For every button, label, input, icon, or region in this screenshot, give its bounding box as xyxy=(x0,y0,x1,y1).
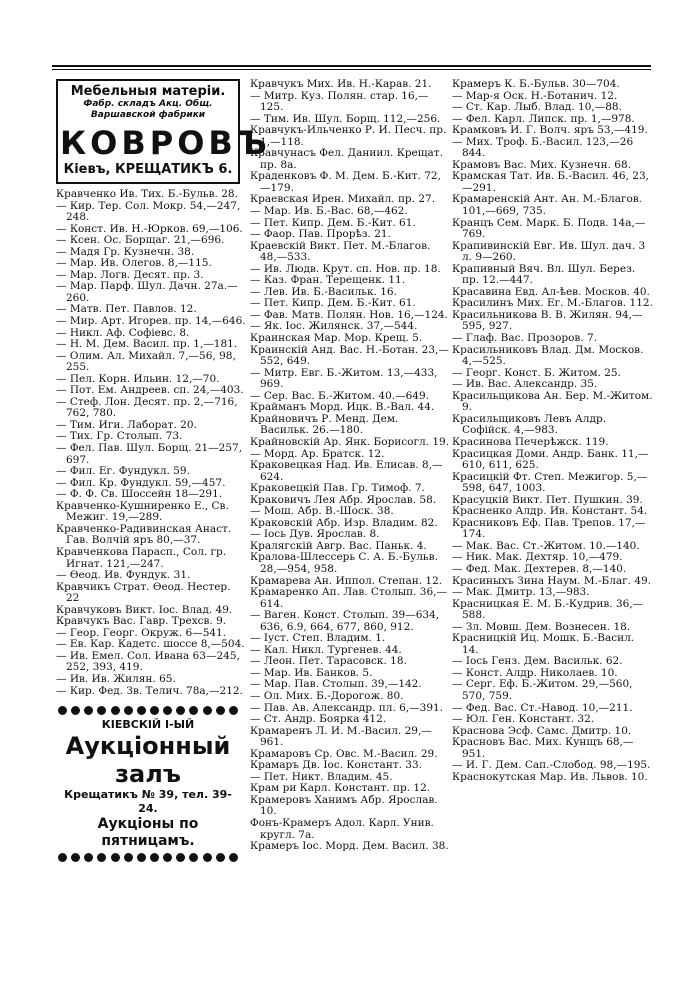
directory-entry: — Өеод. Ив. Фундук. 31. xyxy=(56,569,191,582)
top-rule xyxy=(52,65,651,67)
directory-entry: Краснова Эсф. Самс. Дмитр. 10. xyxy=(452,724,632,737)
auction-address: Крещатикъ № 39, тел. 39-24. xyxy=(64,788,232,816)
auction-advertisement xyxy=(56,705,240,863)
directory-entry: — Мак. Вас. Ст.-Житом. 10.—140. xyxy=(452,539,640,552)
directory-entry: Краснокутская Мар. Ив. Львов. 10. xyxy=(452,770,648,783)
directory-entry: Красницкій Иц. Мошк. Б.-Васил. 14. xyxy=(452,632,635,656)
ornament-dot xyxy=(84,853,93,862)
directory-entry: Красниковъ Еф. Пав. Трепов. 17,—174. xyxy=(452,516,646,541)
directory-entry: — Мар-я Оск. Н.-Ботанич. 12. xyxy=(452,89,618,102)
directory-entry: Крамеровъ Ханимъ Абр. Ярослав. 10. xyxy=(250,793,438,818)
ornament-dot xyxy=(203,706,212,715)
directory-entry: — Мош. Абр. В.-Шоск. 38. xyxy=(250,505,394,518)
directory-entry: — Тим. Иги. Лаборат. 20. xyxy=(56,418,197,431)
directory-entry: — Ив. Вас. Александр. 35. xyxy=(452,378,598,391)
ad-address: Кіевъ, КРЕЩАТИКЪ 6. xyxy=(63,162,233,177)
directory-entry: — Фед. Вас. Ст.-Навод. 10,—211. xyxy=(452,701,633,714)
directory-entry: — Мар. Ив. Банков. 5. xyxy=(250,666,373,679)
dot-border-bottom xyxy=(56,852,240,863)
directory-entry: Кралова-Шлессерь С. А. Б.-Бульв. 28,—954, 958. xyxy=(250,551,438,575)
directory-entry: — Георг. Конст. Б. Житом. 25. xyxy=(452,366,621,379)
directory-entry: Красицкій Фт. Степ. Межигор. 5,—598, 647, 1003. xyxy=(452,470,648,495)
ornament-dot xyxy=(216,706,225,715)
directory-entry: — Мак. Дмитр. 13,—983. xyxy=(452,586,590,599)
carpet-advertisement xyxy=(56,79,271,184)
directory-entry: — Іось Дув. Ярослав. 8. xyxy=(250,528,380,541)
directory-entry: — Іось Генз. Дем. Васильк. 62. xyxy=(452,655,623,668)
ornament-dot xyxy=(84,706,93,715)
directory-entry: Крамаренскій Ант. Ан. М.-Благов. 101,—669, 735. xyxy=(452,193,643,218)
column-1 xyxy=(56,79,271,863)
directory-entry: — Н. М. Дем. Васил. пр. 1,—181. xyxy=(56,338,238,351)
ad-heading: Мебельныя матеріи. xyxy=(70,84,226,99)
directory-entry: Кравченко-Кушниренко Е., Св. Межиг. 19,—289. xyxy=(56,499,229,524)
ornament-dot xyxy=(150,853,159,862)
ad-company-name: КОВРОВЪ xyxy=(60,124,271,162)
directory-entry: Крамовъ Вас. Мих. Кузнечн. 68. xyxy=(452,158,631,171)
directory-entry: Красиныхъ Зина Наум. М.-Благ. 49. xyxy=(452,574,652,587)
directory-entry: — Ив. Людв. Крут. сп. Нов. пр. 18. xyxy=(250,262,441,275)
dot-border-top xyxy=(56,705,240,716)
directory-entry: — Пет. Кипр. Дем. Б.-Кит. 61. xyxy=(250,216,416,229)
directory-entry: Краевская Ирен. Михайл. пр. 27. xyxy=(250,193,436,206)
directory-entry: — Мар. Ив. Олегов. 8,—115. xyxy=(56,257,212,270)
directory-entry: Красильникова В. В. Жилян. 94,—595, 927. xyxy=(452,308,643,333)
directory-entry: — Кир. Тер. Сол. Мокр. 54,—247, 248. xyxy=(56,199,241,224)
ornament-dot xyxy=(58,853,67,862)
directory-entry: Крамаръ Дв. Іос. Констант. 33. xyxy=(250,759,422,772)
directory-entry: — Ол. Мих. Б.-Дорогож. 80. xyxy=(250,689,404,702)
directory-entry: — Лев. Ив. Б.-Васильк. 16. xyxy=(250,285,397,298)
ornament-dot xyxy=(137,706,146,715)
directory-entry: Красилинъ Мих. Ег. М.-Благов. 112. xyxy=(452,297,653,310)
directory-entry: — Глаф. Вас. Прозоров. 7. xyxy=(452,332,598,345)
directory-entry: Краковецкій Пав. Гр. Тимоф. 7. xyxy=(250,482,425,495)
directory-entry: — Морд. Ар. Братск. 12. xyxy=(250,447,385,460)
directory-entry: — Пет. Кипр. Дем. Б.-Кит. 61. xyxy=(250,297,416,310)
directory-entry: — Ев. Кар. Кадетс. шоссе 8,—504. xyxy=(56,638,245,651)
directory-entry: — Ник. Мак. Дехтяр. 10,—479. xyxy=(452,551,623,564)
directory-entry: — Ив. Ив. Жилян. 65. xyxy=(56,672,176,685)
directory-entry: Краинская Мар. Мор. Крещ. 5. xyxy=(250,332,423,345)
directory-entry: — Геор. Георг. Окруж. 6—541. xyxy=(56,626,227,639)
ornament-dot xyxy=(189,706,198,715)
ornament-dot xyxy=(203,853,212,862)
ornament-dot xyxy=(71,853,80,862)
entries-column-2 xyxy=(250,79,450,853)
ad-subheading: Фабр. складъ Акц. Общ. xyxy=(83,99,213,109)
directory-entry: Фонъ-Крамеръ Адол. Карл. Унив. кругл. 7а. xyxy=(250,817,434,841)
directory-entry: — Фед. Мак. Дехтерев. 8,—140. xyxy=(452,562,627,575)
ornament-dot xyxy=(111,706,120,715)
directory-entry: Красненко Алдр. Ив. Констант. 54. xyxy=(452,505,648,518)
directory-entry: Крайновскій Ар. Янк. Борисогл. 19. xyxy=(250,435,450,448)
directory-entry: — Фил. Ег. Фундукл. 59. xyxy=(56,465,190,478)
ornament-dot xyxy=(229,706,238,715)
directory-entry: Кравчукъ-Ильченко Р. И. Песч. пр. 1,—118. xyxy=(250,124,447,148)
directory-entry: Краденковъ Ф. М. Дем. Б.-Кит. 72,—179. xyxy=(250,170,441,194)
directory-entry: — Ваген. Конст. Столып. 39—634, 636, 6.9, 664, 677, 860, 912. xyxy=(250,609,440,633)
directory-entry: — Мар. Парф. Шул. Дачн. 27а.—260. xyxy=(56,280,238,304)
directory-entry: Красновъ Вас. Мих. Кунщъ 68,—951. xyxy=(452,736,634,760)
directory-entry: — Кир. Фед. Зв. Телич. 78а,—212. xyxy=(56,684,243,697)
auction-heading: КІЕВСКІЙ І-ЫЙ xyxy=(101,718,195,732)
directory-entry: Крапивинскій Евг. Ив. Шул. дач. 3 л. 9—260. xyxy=(452,239,646,264)
ornament-dot xyxy=(163,706,172,715)
directory-entry: — Як. Іос. Жилянск. 37,—544. xyxy=(250,320,418,333)
directory-entry: — Фав. Матв. Полян. Нов. 16,—124. xyxy=(250,308,448,321)
directory-entry: Кравченко-Радивинская Анаст. Гав. Волчій яръ 80,—37. xyxy=(56,522,232,547)
directory-entry: — Ксен. Ос. Борщаг. 21,—696. xyxy=(56,234,225,247)
directory-entry: Кравчукъ Мих. Ив. Н.-Карав. 21. xyxy=(250,78,432,90)
directory-entry: — Мир. Арт. Игорев. пр. 14,—646. xyxy=(56,315,246,328)
directory-entry: Кравченкова Парасп., Сол. гр. Игнат. 121,—247. xyxy=(56,545,227,570)
directory-entry: Краковскій Абр. Изр. Владим. 82. xyxy=(250,516,438,529)
directory-entry: Краинскій Анд. Вас. Н.-Ботан. 23,—552, 649. xyxy=(250,343,449,368)
directory-entry: — Юл. Ген. Констант. 32. xyxy=(452,713,595,726)
column-3 xyxy=(452,79,653,783)
directory-entry: — Ф. Ф. Св. Шоссейн 18—291. xyxy=(56,488,223,501)
directory-entry: Красицкая Доми. Андр. Банк. 11,—610, 611, 625. xyxy=(452,447,649,472)
directory-entry: Краевскій Викт. Пет. М.-Благов. 48,—533. xyxy=(250,239,431,264)
directory-entry: — Пот. Ем. Андреев. сп. 24,—403. xyxy=(56,384,244,397)
directory-entry: — Іуст. Степ. Владим. 1. xyxy=(250,632,386,645)
directory-entry: — Конст. Алдр. Николаев. 10. xyxy=(452,666,618,679)
ornament-dot xyxy=(176,706,185,715)
directory-entry: Красуцкій Викт. Пет. Пушкин. 39. xyxy=(452,493,643,506)
directory-entry: — Каз. Фран. Терещенк. 11. xyxy=(250,274,406,287)
column-2 xyxy=(250,79,450,853)
ornament-dot xyxy=(111,853,120,862)
ornament-dot xyxy=(71,706,80,715)
directory-entry: — Митр. Куз. Полян. стар. 16,—125. xyxy=(250,89,429,114)
directory-entry: — Мих. Троф. Б.-Васил. 123,—26 844. xyxy=(452,135,634,160)
directory-entry: Красавина Евд. Ал-ѣев. Москов. 40. xyxy=(452,285,650,298)
directory-entry: Крамковъ И. Г. Волч. яръ 53,—419. xyxy=(452,124,648,137)
directory-entry: — Олим. Ал. Михайл. 7,—56, 98, 255. xyxy=(56,349,236,374)
directory-entry: Кравчунасъ Фел. Даниил. Крещат. пр. 8а. xyxy=(250,147,443,171)
directory-entry: Крапивный Вяч. Вл. Шул. Берез. пр. 12.—447. xyxy=(452,262,636,287)
directory-entry: — Ст. Андр. Боярка 412. xyxy=(250,713,387,726)
directory-entry: Красильщикова Ан. Бер. М.-Житом. 9. xyxy=(452,389,653,414)
directory-entry: — Зл. Мовш. Дем. Вознесен. 18. xyxy=(452,620,631,633)
directory-entry: Красильниковъ Влад. Дм. Москов. 4,—525. xyxy=(452,343,644,368)
directory-entry: Красинова Печерѣжск. 119. xyxy=(452,435,609,448)
directory-entry: Крайманъ Морд. Ицк. В.-Вал. 44. xyxy=(250,401,435,414)
auction-title: Аукціонный залъ xyxy=(65,732,231,789)
directory-entry: — Матв. Пет. Павлов. 12. xyxy=(56,303,197,316)
directory-entry: — Стеф. Лон. Десят. пр. 2,—716, 762, 780. xyxy=(56,395,238,420)
directory-entry: — Митр. Евг. Б.-Житом. 13,—433, 969. xyxy=(250,366,438,391)
directory-entry: Крамеръ Іос. Морд. Дем. Васил. 38. xyxy=(250,840,449,853)
directory-entry: — Мадя Гр. Кузнечн. 38. xyxy=(56,245,195,258)
directory-entry: Крайновичъ Р. Менд. Дем. Васильк. 26.—180. xyxy=(250,412,399,437)
ornament-dot xyxy=(124,853,133,862)
directory-entry: Красницкая Е. М. Б.-Кудрив. 36,—588. xyxy=(452,597,644,622)
ornament-dot xyxy=(163,853,172,862)
directory-entry: Кравчукъ Вас. Гавр. Трехсв. 9. xyxy=(56,615,227,628)
ornament-dot xyxy=(229,853,238,862)
ornament-dot xyxy=(189,853,198,862)
directory-entry: Крамарева Ан. Иппол. Степан. 12. xyxy=(250,574,443,587)
directory-entry: — Сер. Вас. Б.-Житом. 40.—649. xyxy=(250,389,429,402)
directory-entry: — И. Г. Дем. Сап.-Слобод. 98,—195. xyxy=(452,759,651,772)
directory-entry: — Мар. Пав. Столып. 39,—142. xyxy=(250,678,422,691)
directory-entry: Кравченко Ив. Тих. Б.-Бульв. 28. xyxy=(56,188,238,200)
directory-entry: Крамаренъ Л. И. М.-Васил. 29,—961. xyxy=(250,724,432,749)
ornament-dot xyxy=(176,853,185,862)
directory-entry: — Ст. Кар. Лыб. Влад. 10,—88. xyxy=(452,101,622,114)
ornament-dot xyxy=(137,853,146,862)
directory-entry: — Мар. Ив. Б.-Вас. 68,—462. xyxy=(250,205,408,218)
directory-entry: — Ив. Емел. Сол. Ивана 63—245, 252, 393, 419. xyxy=(56,649,240,674)
directory-entry: — Пел. Корн. Ильин. 12,—70. xyxy=(56,372,220,385)
ad-subheading-2: Варшавской фабрики xyxy=(90,110,206,120)
directory-entry: — Леон. Пет. Тарасовск. 18. xyxy=(250,655,407,668)
directory-entry: Крамская Тат. Ив. Б.-Васил. 46, 23,—291. xyxy=(452,170,649,194)
directory-entry: Крамеръ К. Б.-Бульв. 30—704. xyxy=(452,78,620,90)
directory-entry: — Кал. Никл. Тургенев. 44. xyxy=(250,643,402,656)
ornament-dot xyxy=(97,853,106,862)
directory-entry: — Фил. Кр. Фундукл. 59,—457. xyxy=(56,476,226,489)
directory-entry: — Никл. Аф. Софіевс. 8. xyxy=(56,326,190,339)
directory-entry: — Тих. Гр. Столып. 73. xyxy=(56,430,183,443)
ornament-dot xyxy=(58,706,67,715)
directory-entry: Кравчуковъ Викт. Іос. Влад. 49. xyxy=(56,603,233,616)
ornament-dot xyxy=(97,706,106,715)
directory-entry: — Пет. Никт. Владим. 45. xyxy=(250,770,393,783)
directory-entry: — Тим. Ив. Шул. Борщ. 112,—256. xyxy=(250,112,441,125)
directory-entry: — Мар. Логв. Десят. пр. 3. xyxy=(56,268,204,281)
directory-entry: Краковичъ Лея Абр. Ярослав. 58. xyxy=(250,493,437,506)
ornament-dot xyxy=(216,853,225,862)
directory-entry: Крам ри Карл. Констант. пр. 12. xyxy=(250,782,431,795)
directory-entry: — Фел. Карл. Липск. пр. 1,—978. xyxy=(452,112,635,125)
directory-entry: — Конст. Ив. Н.-Юрков. 69,—106. xyxy=(56,222,243,235)
directory-entry: — Пав. Ав. Александр. пл. 6,—391. xyxy=(250,701,444,714)
ornament-dot xyxy=(124,706,133,715)
directory-entry: Краковецкая Над. Ив. Елисав. 8,—624. xyxy=(250,459,443,483)
entries-column-3 xyxy=(452,79,653,783)
directory-entry: — Серг. Еф. Б.-Житом. 29,—560, 570, 759. xyxy=(452,678,633,702)
entries-column-1 xyxy=(56,189,246,697)
auction-schedule: Аукціоны по пятницамъ. xyxy=(97,816,199,850)
top-rule-thin xyxy=(52,69,651,70)
directory-entry: Крамаренко Ап. Лав. Столып. 36,—614. xyxy=(250,586,447,610)
directory-entry: Крамаровъ Ср. Овс. М.-Васил. 29. xyxy=(250,747,438,760)
directory-entry: Кралягскій Авгр. Вас. Паньк. 4. xyxy=(250,539,427,552)
directory-entry: — Фел. Пав. Шул. Борщ. 21—257, 697. xyxy=(56,442,243,466)
directory-entry: Кранцъ Сем. Марк. Б. Подв. 14а,—769. xyxy=(452,216,646,241)
directory-entry: Красильщиковъ Левъ Алдр. Софійск. 4,—983. xyxy=(452,412,606,437)
directory-entry: Кравчикъ Страт. Өеод. Нестер. 22 xyxy=(56,580,231,605)
ornament-dot xyxy=(150,706,159,715)
directory-entry: — Фаор. Пав. Прорѣз. 21. xyxy=(250,228,391,241)
